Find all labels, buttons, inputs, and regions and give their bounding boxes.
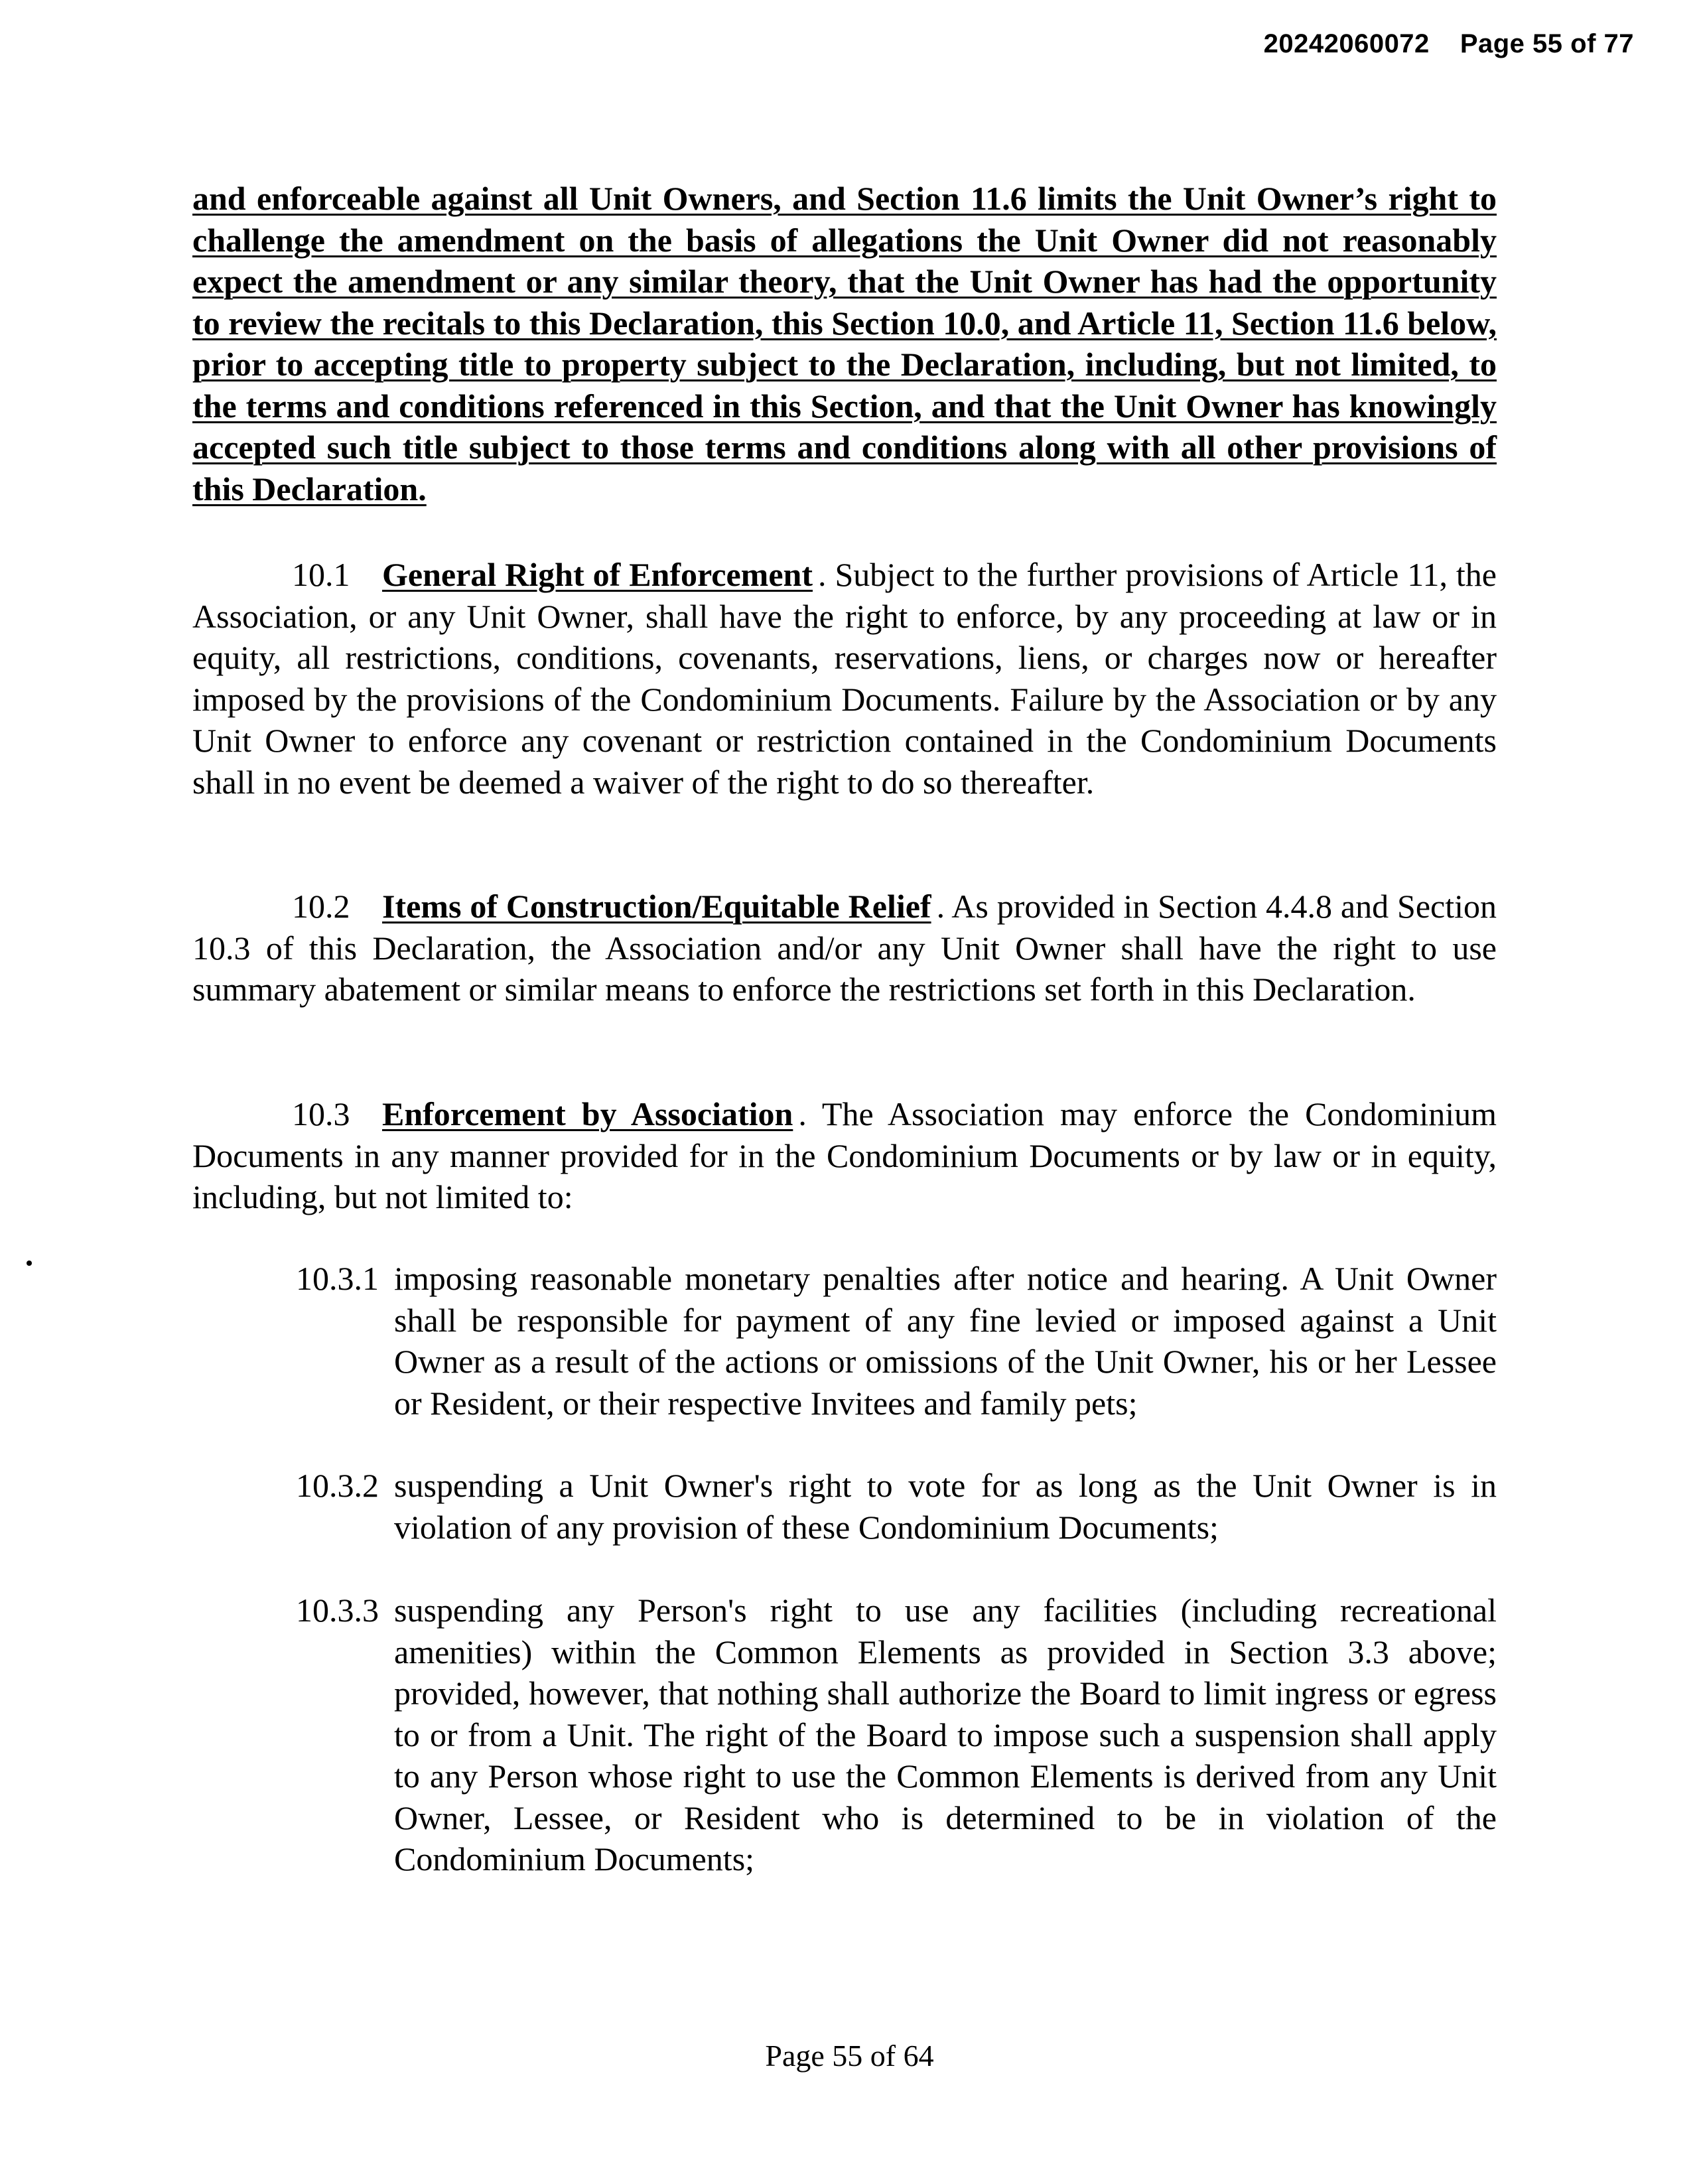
section-number: 10.1	[292, 556, 350, 593]
intro-paragraph: and enforceable against all Unit Owners, and Section 11.6 limits the Unit Owner’s right to challenge the amendment on the basis of allegations the Unit Owner did not reasonably expect the amendment or any similar theory, that the Unit Owner has had the opportunity to review the recitals to this Declaration, this Section 10.0, and Article 11, Section 11.6 below, prior to accepting title to property subject to the Declaration, including, but not limited, to the terms and conditions referenced in this Section, and that the Unit Owner has knowingly accepted such title subject to those terms and conditions along with all other provisions of this Declaration.	[192, 180, 1497, 508]
subsection-10-3-1	[296, 1258, 1497, 1424]
section-text: . As provided in Section 4.4.8 and Section 10.3 of this Declaration, the Association and/or any Unit Owner shall have the right to use summary abatement or similar means to enforce the restrictions set forth in this Declaration.	[192, 888, 1497, 1008]
section-10-3	[192, 1093, 1497, 1218]
section-heading: Enforcement by Association	[382, 1095, 793, 1132]
footer-page-label: Page 55 of 64	[765, 2039, 934, 2073]
section-number: 10.3	[292, 1095, 350, 1132]
subsection-number: 10.3.2	[296, 1467, 379, 1504]
subsection-10-3-2	[296, 1465, 1497, 1548]
section-heading: General Right of Enforcement	[382, 556, 813, 593]
section-text: . Subject to the further provisions of Article 11, the Association, or any Unit Owner, shall have the right to enforce, by any proceeding at law or in equity, all restrictions, conditions, covenants, reservations, liens, or charges now or hereafter imposed by the provisions of the Condominium Documents. Failure by the Association or by any Unit Owner to enforce any covenant or restriction contained in the Condominium Documents shall in no event be deemed a waiver of the right to do so thereafter.	[192, 556, 1497, 801]
subsection-text: suspending a Unit Owner's right to vote for as long as the Unit Owner is in violation of any provision of these Condominium Documents;	[394, 1467, 1497, 1546]
header-page-label: Page 55 of 77	[1460, 29, 1634, 58]
page-header	[1233, 29, 1634, 59]
section-heading: Items of Construction/Equitable Relief	[382, 888, 931, 925]
section-number: 10.2	[292, 888, 350, 925]
section-10-2	[192, 886, 1497, 1010]
page-footer	[0, 2038, 1699, 2073]
section-10-1	[192, 554, 1497, 803]
subsection-10-3-3	[296, 1590, 1497, 1880]
scan-speck	[27, 1261, 32, 1266]
section-text: . The Association may enforce the Condominium Documents in any manner provided for in the Condominium Documents or by law or in equity, including, but not limited to:	[192, 1095, 1497, 1215]
subsection-number: 10.3.1	[296, 1260, 379, 1297]
document-number: 20242060072	[1263, 29, 1430, 58]
subsection-text: imposing reasonable monetary penalties after notice and hearing. A Unit Owner shall be responsible for payment of any fine levied or imposed against a Unit Owner as a result of the actions or omissions of the Unit Owner, his or her Lessee or Resident, or their respective Invitees and family pets;	[394, 1260, 1497, 1422]
subsection-number: 10.3.3	[296, 1592, 379, 1629]
subsection-text: suspending any Person's right to use any facilities (including recreational amenities) within the Common Elements as provided in Section 3.3 above; provided, however, that nothing shall authorize the Board to limit ingress or egress to or from a Unit. The right of the Board to impose such a suspension shall apply to any Person whose right to use the Common Elements is derived from any Unit Owner, Lessee, or Resident who is determined to be in violation of the Condominium Documents;	[394, 1592, 1497, 1877]
